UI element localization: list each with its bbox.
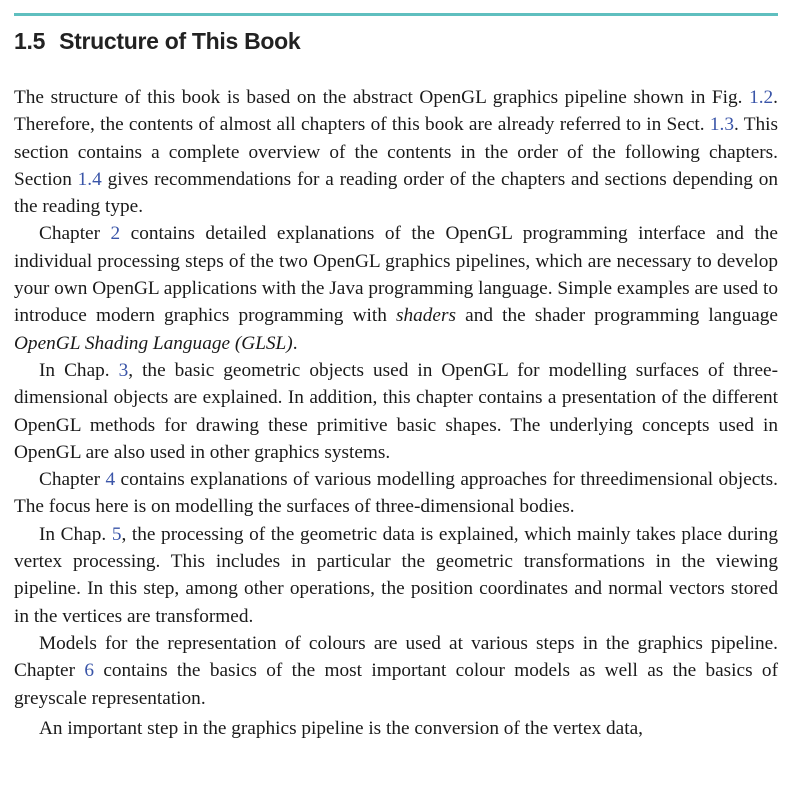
section-title: Structure of This Book xyxy=(59,28,301,54)
paragraph-4 xyxy=(14,466,778,521)
text-run: Chapter xyxy=(39,223,111,245)
text-run: gives recommendations for a reading order of the chapters and sections depending on the reading type. xyxy=(14,168,778,218)
top-rule xyxy=(14,13,778,16)
figure-ref-1-2[interactable]: 1.2 xyxy=(749,87,774,108)
chapter-ref-4[interactable]: 4 xyxy=(105,469,116,491)
chapter-ref-6[interactable]: 6 xyxy=(84,660,95,682)
text-run: . Therefore, the contents of almost all chapters of this book are already referred to in Sect. xyxy=(14,87,778,136)
text-run: . This section contains a complete overview of the contents in the order of the following chapters. Section xyxy=(14,114,778,190)
section-number: 1.5 xyxy=(14,28,46,54)
section-heading xyxy=(14,26,300,56)
text-run: contains detailed explanations of the OpenGL programming interface and the individual processing steps of the two OpenGL graphics pipelines, which are necessary to develop your own OpenGL applications with the Java programming language. Simple examples are used to introduce modern graphics programming with xyxy=(14,223,778,327)
text-run: . xyxy=(292,332,298,354)
text-run: , the processing of the geometric data is explained, which mainly takes place during vertex processing. This includes in particular the geometric transformations in the viewing pipeline. In this step, among other operations, the position coordinates and normal vectors stored in the vertices are transformed. xyxy=(14,523,778,627)
paragraph-1 xyxy=(14,84,778,220)
text-run: In Chap. xyxy=(39,523,112,545)
chapter-ref-3[interactable]: 3 xyxy=(118,359,129,381)
text-run: and the shader programming language xyxy=(456,305,778,327)
paragraph-2 xyxy=(14,220,778,356)
italic-term-glsl: OpenGL Shading Language (GLSL) xyxy=(14,332,293,354)
text-run: The structure of this book is based on the abstract OpenGL graphics pipeline shown in Fig. xyxy=(14,87,750,108)
italic-term-shaders: shaders xyxy=(396,305,456,327)
paragraph-5 xyxy=(14,521,778,630)
paragraph-6 xyxy=(14,630,778,712)
text-run: In Chap. xyxy=(39,359,119,381)
chapter-ref-5[interactable]: 5 xyxy=(111,523,122,545)
text-run: , the basic geometric objects used in OpenGL for modelling surfaces of three-dimensional objects are explained. In addition, this chapter contains a presentation of the different OpenGL methods for drawing these primitive basic shapes. The underlying concepts used in OpenGL are also used in other graphics systems. xyxy=(14,359,778,463)
text-run: An important step in the graphics pipeline is the conversion of the vertex data, xyxy=(39,717,643,739)
paragraph-7 xyxy=(14,715,778,742)
paragraph-3 xyxy=(14,357,778,466)
section-body xyxy=(14,84,778,742)
text-run: Models for the representation of colours are used at various steps in the graphics pipeline. Chapter xyxy=(14,632,778,682)
section-ref-1-4[interactable]: 1.4 xyxy=(77,168,102,190)
section-ref-1-3[interactable]: 1.3 xyxy=(709,114,734,136)
text-run: contains explanations of various modelling approaches for threedimensional objects. The focus here is on modelling the surfaces of three-dimensional bodies. xyxy=(14,469,778,518)
text-run: Chapter xyxy=(39,469,106,491)
text-run: contains the basics of the most important colour models as well as the basics of greyscale representation. xyxy=(14,660,778,709)
chapter-ref-2[interactable]: 2 xyxy=(110,223,121,245)
